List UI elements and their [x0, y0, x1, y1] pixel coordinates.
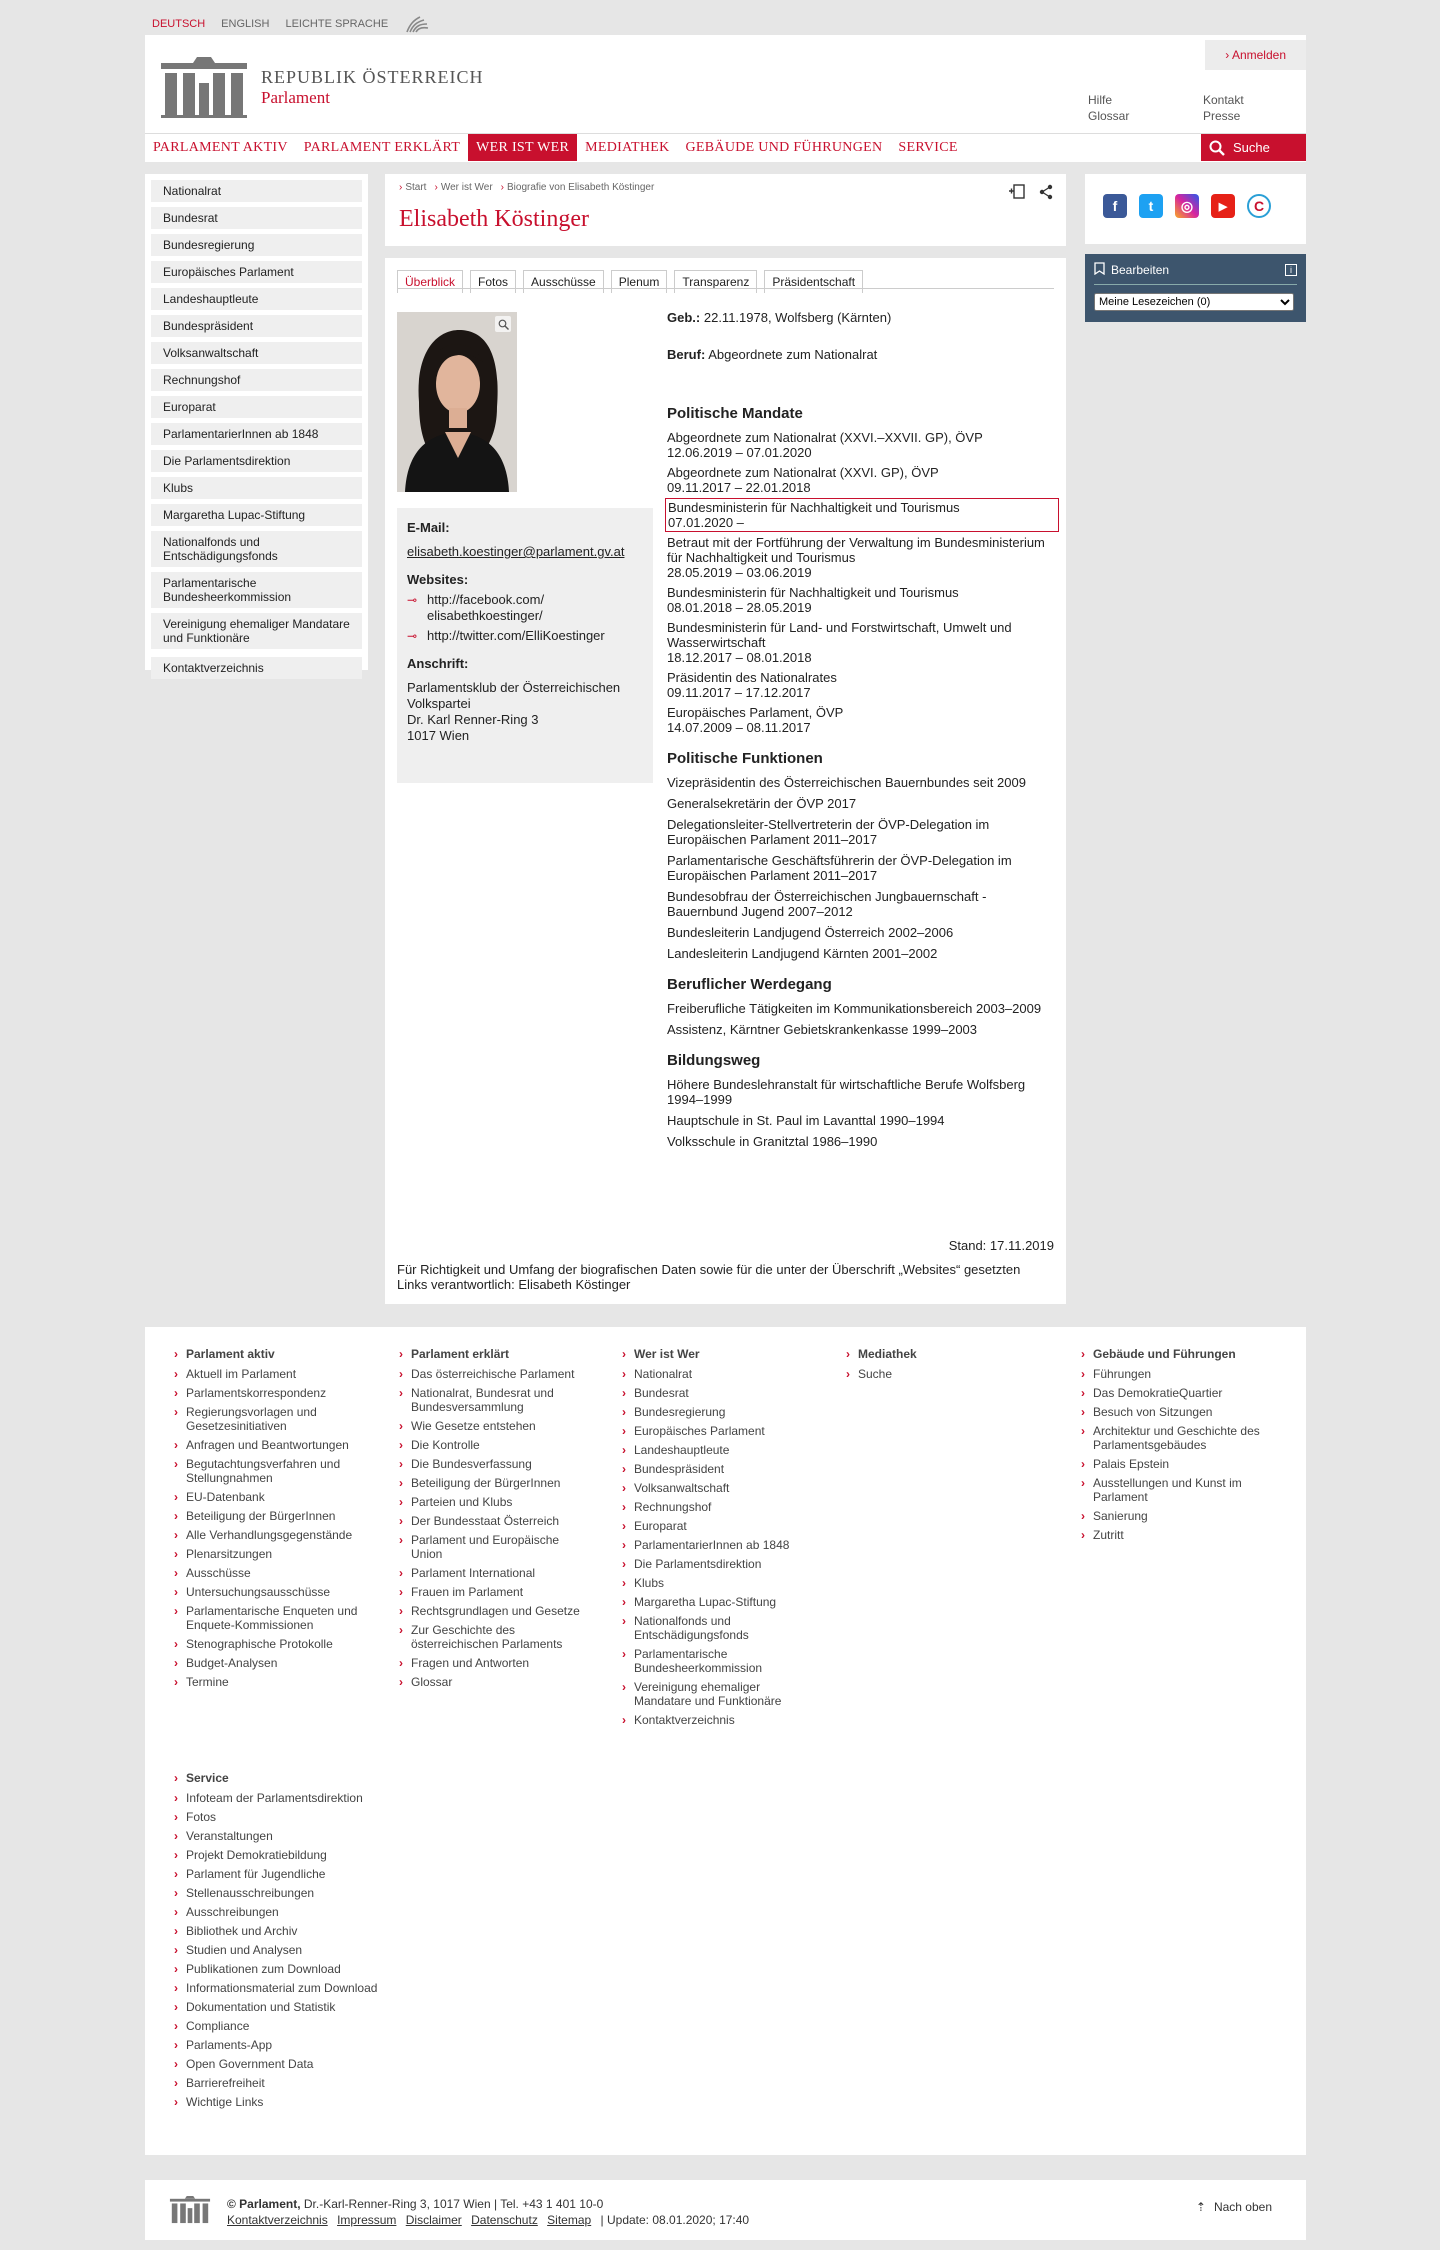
sidebar-item-vereinigung[interactable]: Vereinigung ehemaliger Mandatare und Funktionäre	[151, 613, 362, 649]
footer-col-gebaeude	[1093, 1347, 1273, 1547]
footer-link[interactable]: › Untersuchungsausschüsse	[186, 1585, 376, 1599]
footer-link[interactable]: › Ausschreibungen	[186, 1905, 416, 1919]
footer-link[interactable]: › Parlaments-App	[186, 2038, 416, 2052]
mandate-period: 18.12.2017 – 08.01.2018	[667, 650, 812, 665]
birth-label: Geb.:	[667, 310, 701, 325]
sidebar-item-europarat[interactable]: Europarat	[151, 396, 362, 418]
address	[407, 680, 643, 744]
birth-info	[667, 310, 1057, 325]
footer-link[interactable]: › Zutritt	[1093, 1528, 1273, 1542]
footer-link[interactable]: › Begutachtungsverfahren und Stellungnahmen	[186, 1457, 376, 1485]
mandate-title: Bundesministerin für Nachhaltigkeit und Tourismus	[667, 585, 959, 600]
occupation-info	[667, 347, 1057, 362]
external-link-icon: ⊸	[407, 629, 418, 643]
footer-link[interactable]: › Compliance	[186, 2019, 416, 2033]
sidebar-item-bundesregierung[interactable]: Bundesregierung	[151, 234, 362, 256]
website-item	[407, 628, 643, 644]
footer-link[interactable]: › Landeshauptleute	[634, 1443, 814, 1457]
copyright: © Parlament,	[227, 2197, 301, 2211]
social-links	[1085, 174, 1306, 244]
footer-link[interactable]: › Glossar	[411, 1675, 591, 1689]
tab-plenum[interactable]: Plenum	[611, 270, 668, 293]
mandate-period: 09.11.2017 – 22.01.2018	[667, 480, 811, 495]
mandate-entry-current	[667, 500, 1057, 530]
portrait-image	[397, 312, 517, 492]
breadcrumb-start[interactable]	[399, 182, 426, 193]
tab-divider	[397, 288, 1054, 289]
section-mandates: Politische Mandate	[667, 405, 803, 422]
address-line: Dr. Karl Renner-Ring 3	[407, 712, 539, 727]
footer-heading[interactable]: › Wer ist Wer	[634, 1347, 814, 1361]
footer-heading[interactable]: › Mediathek	[858, 1347, 1038, 1361]
footer-link[interactable]: › Suche	[858, 1367, 1038, 1381]
website-item	[407, 592, 643, 624]
education-entry: Höhere Bundeslehranstalt für wirtschaftliche Berufe Wolfsberg 1994–1999	[667, 1077, 1026, 1107]
footer-link[interactable]: › EU-Datenbank	[186, 1490, 376, 1504]
function-entry: Delegationsleiter-Stellvertreterin der ÖVP-Delegation im Europäischen Parlament 2011–2017	[667, 817, 990, 847]
arrow-up-icon: ⇡	[1195, 2200, 1206, 2214]
footer-link[interactable]: › Bundespräsident	[634, 1462, 814, 1476]
footer-link[interactable]: › Führungen	[1093, 1367, 1273, 1381]
footer-link[interactable]: › Europarat	[634, 1519, 814, 1533]
mandate-title: Abgeordnete zum Nationalrat (XXVI. GP), ÖVP	[667, 465, 939, 480]
external-link-icon: ⊸	[407, 593, 418, 607]
language-bar	[152, 14, 430, 34]
sidebar-item-volksanwaltschaft[interactable]: Volksanwaltschaft	[151, 342, 362, 364]
disclaimer: Für Richtigkeit und Umfang der biografischen Daten sowie für die unter der Überschrift „Websites“ gesetzten Links verantwortlich: Elisabeth Köstinger	[397, 1262, 1021, 1292]
footer-col-aktiv	[186, 1347, 376, 1694]
footer-link[interactable]: › Vereinigung ehemaliger Mandatare und Funktionäre	[634, 1680, 814, 1708]
bottom-footer	[145, 2180, 1306, 2240]
breadcrumb	[399, 182, 654, 193]
footer-link[interactable]: › Informationsmaterial zum Download	[186, 1981, 416, 1995]
address-line: Parlamentsklub der Österreichischen Volkspartei	[407, 680, 621, 711]
footer-link-datenschutz[interactable]: Datenschutz	[471, 2213, 538, 2227]
search-icon	[1209, 140, 1225, 156]
footer-link[interactable]: › Ausschüsse	[186, 1566, 376, 1580]
footer-link[interactable]: › Parteien und Klubs	[411, 1495, 591, 1509]
sidebar-item-nationalrat[interactable]: Nationalrat	[151, 180, 362, 202]
footer-link[interactable]: › Projekt Demokratiebildung	[186, 1848, 416, 1862]
login-button[interactable]	[1205, 40, 1306, 70]
footer-link[interactable]: › Stenographische Protokolle	[186, 1637, 376, 1651]
parliament-logo[interactable]	[159, 55, 484, 119]
footer-link[interactable]: › Das österreichische Parlament	[411, 1367, 591, 1381]
logo-subtitle: Parlament	[261, 87, 330, 107]
breadcrumb-current: › Biografie von Elisabeth Köstinger	[501, 182, 655, 193]
footer-address: Dr.-Karl-Renner-Ring 3, 1017 Wien | Tel. +43 1 401 10-0	[303, 2197, 604, 2211]
footer-link[interactable]: › Termine	[186, 1675, 376, 1689]
mandate-entry	[667, 585, 1057, 615]
mandate-period: 12.06.2019 – 07.01.2020	[667, 445, 812, 460]
main-navigation	[145, 133, 1306, 161]
footer-link[interactable]: › Studien und Analysen	[186, 1943, 416, 1957]
nav-parlament-erklaert[interactable]: PARLAMENT ERKLÄRT	[303, 140, 461, 155]
footer-link[interactable]: › ParlamentarierInnen ab 1848	[634, 1538, 814, 1552]
sidebar-item-rechnungshof[interactable]: Rechnungshof	[151, 369, 362, 391]
sidebar-item-nationalfonds[interactable]: Nationalfonds und Entschädigungsfonds	[151, 531, 362, 567]
back-to-top-button[interactable]	[1196, 2200, 1272, 2214]
utility-links	[1088, 93, 1283, 123]
career-entry: Freiberufliche Tätigkeiten im Kommunikationsbereich 2003–2009	[667, 1001, 1042, 1016]
footer-link[interactable]: › Europäisches Parlament	[634, 1424, 814, 1438]
breadcrumb-label: › Start	[399, 182, 426, 193]
footer-link[interactable]: › Kontaktverzeichnis	[634, 1713, 814, 1727]
footer-link[interactable]: › Parlamentarische Bundesheerkommission	[634, 1647, 814, 1675]
footer-update: | Update: 08.01.2020; 17:40	[600, 2213, 750, 2227]
sidebar-item-lupac[interactable]: Margaretha Lupac-Stiftung	[151, 504, 362, 526]
sign-language-icon[interactable]	[404, 14, 430, 34]
career-entry: Assistenz, Kärntner Gebietskrankenkasse 1999–2003	[667, 1022, 978, 1037]
glossary-link[interactable]: Glossar	[1088, 109, 1130, 123]
lang-english[interactable]: ENGLISH	[221, 18, 270, 30]
nav-wer-ist-wer[interactable]: WER IST WER	[468, 134, 577, 161]
footer-link[interactable]: › Bibliothek und Archiv	[186, 1924, 416, 1938]
footer-link[interactable]: › Plenarsitzungen	[186, 1547, 376, 1561]
footer-heading[interactable]: › Parlament erklärt	[411, 1347, 591, 1361]
tab-fotos[interactable]: Fotos	[470, 270, 516, 293]
function-entry: Generalsekretärin der ÖVP 2017	[667, 796, 857, 811]
footer-link[interactable]: › Palais Epstein	[1093, 1457, 1273, 1471]
footer-link[interactable]: › Regierungsvorlagen und Gesetzesinitiativen	[186, 1405, 376, 1433]
footer-link[interactable]: › Margaretha Lupac-Stiftung	[634, 1595, 814, 1609]
mandate-entry	[667, 705, 1057, 735]
footer-link[interactable]: › Stellenausschreibungen	[186, 1886, 416, 1900]
mandate-entry	[667, 620, 1057, 665]
footer-link[interactable]: › Rechnungshof	[634, 1500, 814, 1514]
footer-info	[227, 2196, 749, 2228]
page-title: Elisabeth Köstinger	[399, 206, 589, 232]
parliament-building-icon	[169, 2194, 211, 2226]
website-link-twitter[interactable]: http://twitter.com/ElliKoestinger	[427, 628, 605, 643]
twitter-icon[interactable]: t	[1139, 194, 1163, 218]
contact-box	[397, 508, 653, 783]
education-entry: Hauptschule in St. Paul im Lavanttal 1990–1994	[667, 1113, 945, 1128]
footer-heading[interactable]: › Parlament aktiv	[186, 1347, 376, 1361]
footer-link[interactable]: › Beteiligung der BürgerInnen	[186, 1509, 376, 1523]
footer-col-wer-ist-wer	[634, 1347, 814, 1732]
footer-link[interactable]: › Nationalrat, Bundesrat und Bundesversammlung	[411, 1386, 591, 1414]
logo-title: REPUBLIK ÖSTERREICH	[261, 66, 484, 87]
nav-gebaeude[interactable]: GEBÄUDE UND FÜHRUNGEN	[685, 140, 883, 155]
footer-heading[interactable]: › Service	[186, 1771, 416, 1785]
mandate-entry	[667, 430, 1057, 460]
site-header	[145, 35, 1306, 162]
mandate-entry	[667, 535, 1057, 580]
footer-link[interactable]: › Nationalfonds und Entschädigungsfonds	[634, 1614, 814, 1642]
footer-link[interactable]: › Beteiligung der BürgerInnen	[411, 1476, 591, 1490]
breadcrumb-wer-ist-wer[interactable]	[434, 182, 492, 193]
sidebar-nav	[145, 174, 368, 675]
occupation-value: Abgeordnete zum Nationalrat	[708, 347, 878, 362]
sidebar-item-parlamentarier[interactable]: ParlamentarierInnen ab 1848	[151, 423, 362, 445]
nav-mediathek[interactable]: MEDIATHEK	[585, 140, 670, 155]
footer-link[interactable]: › Infoteam der Parlamentsdirektion	[186, 1791, 416, 1805]
footer-col-mediathek	[858, 1347, 1038, 1386]
footer-link[interactable]: › Zur Geschichte des österreichischen Parlaments	[411, 1623, 591, 1651]
help-link[interactable]: Hilfe	[1088, 93, 1113, 107]
tab-praesidentschaft[interactable]: Präsidentschaft	[764, 270, 863, 293]
footer-link[interactable]: › Dokumentation und Statistik	[186, 2000, 416, 2014]
section-career: Beruflicher Werdegang	[667, 976, 832, 993]
footer-link[interactable]: › Nationalrat	[634, 1367, 814, 1381]
footer-link[interactable]: › Besuch von Sitzungen	[1093, 1405, 1273, 1419]
bookmarks-panel	[1085, 254, 1306, 322]
footer-link[interactable]: › Parlamentarische Enqueten und Enquete-Kommissionen	[186, 1604, 376, 1632]
footer-link[interactable]: › Parlament und Europäische Union	[411, 1533, 591, 1561]
sidebar-item-bundesheerkommission[interactable]: Parlamentarische Bundesheerkommission	[151, 572, 362, 608]
footer-link[interactable]: › Parlament für Jugendliche	[186, 1867, 416, 1881]
facebook-icon[interactable]: f	[1103, 194, 1127, 218]
footer-link[interactable]: › Klubs	[634, 1576, 814, 1590]
mandate-period: 07.01.2020 –	[668, 515, 744, 530]
mandate-period: 28.05.2019 – 03.06.2019	[667, 565, 812, 580]
parliament-building-icon	[159, 55, 249, 119]
footer-link[interactable]: › Frauen im Parlament	[411, 1585, 591, 1599]
education-entry: Volksschule in Granitztal 1986–1990	[667, 1134, 878, 1149]
footer-link[interactable]: › Architektur und Geschichte des Parlamentsgebäudes	[1093, 1424, 1273, 1452]
app-icon[interactable]: C	[1247, 194, 1271, 218]
function-entry: Vizepräsidentin des Österreichischen Bauernbundes seit 2009	[667, 775, 1026, 790]
footer-link[interactable]: › Aktuell im Parlament	[186, 1367, 376, 1381]
function-entry: Landesleiterin Landjugend Kärnten 2001–2002	[667, 946, 938, 961]
mandate-title: Bundesministerin für Land- und Forstwirtschaft, Umwelt und Wasserwirtschaft	[667, 620, 1012, 650]
bookmark-icon	[1094, 262, 1105, 278]
bookmarks-edit-link[interactable]: Bearbeiten	[1111, 263, 1170, 277]
tab-bar	[397, 270, 863, 293]
sidebar-item-landeshauptleute[interactable]: Landeshauptleute	[151, 288, 362, 310]
website-link-facebook[interactable]: http://facebook.com/ elisabethkoestinger/	[427, 592, 545, 623]
address-line: 1017 Wien	[407, 728, 470, 743]
birth-value: 22.11.1978, Wolfsberg (Kärnten)	[703, 310, 892, 325]
footer-link[interactable]: › Sanierung	[1093, 1509, 1273, 1523]
back-to-top-label: Nach oben	[1213, 2200, 1272, 2214]
mandate-title: Europäisches Parlament, ÖVP	[667, 705, 844, 720]
biography-details	[667, 310, 1057, 1155]
last-updated: Stand: 17.11.2019	[948, 1238, 1054, 1253]
portrait-photo[interactable]	[397, 312, 517, 492]
search-button[interactable]	[1201, 134, 1306, 161]
youtube-icon[interactable]: ▶	[1211, 194, 1235, 218]
footer-link[interactable]: › Budget-Analysen	[186, 1656, 376, 1670]
footer-link-impressum[interactable]: Impressum	[337, 2213, 397, 2227]
mandate-period: 09.11.2017 – 17.12.2017	[667, 685, 811, 700]
footer-link[interactable]: › Der Bundesstaat Österreich	[411, 1514, 591, 1528]
mandate-title: Bundesministerin für Nachhaltigkeit und Tourismus	[668, 500, 960, 515]
mandate-period: 08.01.2018 – 28.05.2019	[667, 600, 812, 615]
footer-link[interactable]: › Die Kontrolle	[411, 1438, 591, 1452]
footer-sitemap	[145, 1327, 1306, 2155]
footer-link-disclaimer[interactable]: Disclaimer	[405, 2213, 462, 2227]
function-entry: Bundesleiterin Landjugend Österreich 2002–2006	[667, 925, 954, 940]
mandate-entry	[667, 670, 1057, 700]
share-icon[interactable]	[1038, 184, 1054, 203]
email-label: E-Mail:	[407, 520, 450, 535]
footer-link[interactable]: › Publikationen zum Download	[186, 1962, 416, 1976]
websites-label: Websites:	[407, 572, 469, 587]
footer-link[interactable]: › Fragen und Antworten	[411, 1656, 591, 1670]
footer-link[interactable]: › Wichtige Links	[186, 2095, 416, 2109]
footer-heading[interactable]: › Gebäude und Führungen	[1093, 1347, 1273, 1361]
sidebar-item-klubs[interactable]: Klubs	[151, 477, 362, 499]
tab-transparenz[interactable]: Transparenz	[674, 270, 757, 293]
contact-link[interactable]: Kontakt	[1203, 93, 1244, 107]
sidebar-item-bundesrat[interactable]: Bundesrat	[151, 207, 362, 229]
address-label: Anschrift:	[407, 656, 469, 671]
footer-link[interactable]: › Ausstellungen und Kunst im Parlament	[1093, 1476, 1273, 1504]
occupation-label: Beruf:	[667, 347, 706, 362]
footer-link-sitemap[interactable]: Sitemap	[547, 2213, 592, 2227]
bookmark-add-icon[interactable]	[1008, 184, 1026, 203]
footer-link[interactable]: › Parlament International	[411, 1566, 591, 1580]
search-label: Suche	[1233, 140, 1270, 155]
footer-link[interactable]: › Die Parlamentsdirektion	[634, 1557, 814, 1571]
lang-deutsch[interactable]: DEUTSCH	[152, 18, 206, 30]
footer-link[interactable]: › Rechtsgrundlagen und Gesetze	[411, 1604, 591, 1618]
footer-col-erklaert	[411, 1347, 591, 1694]
press-link[interactable]: Presse	[1203, 109, 1241, 123]
footer-link[interactable]: › Alle Verhandlungsgegenstände	[186, 1528, 376, 1542]
mandate-period: 14.07.2009 – 08.11.2017	[667, 720, 811, 735]
footer-link[interactable]: › Parlamentskorrespondenz	[186, 1386, 376, 1400]
footer-link[interactable]: › Barrierefreiheit	[186, 2076, 416, 2090]
nav-parlament-aktiv[interactable]: PARLAMENT AKTIV	[153, 140, 288, 155]
bookmarks-header	[1094, 262, 1297, 285]
mandate-title: Abgeordnete zum Nationalrat (XXVI.–XXVII. GP), ÖVP	[667, 430, 983, 445]
mandate-entry	[667, 465, 1057, 495]
chevron-right-icon: ›	[1225, 48, 1230, 62]
footer-col-service	[186, 1771, 416, 2114]
mandate-title: Betraut mit der Fortführung der Verwaltung im Bundesministerium für Nachhaltigkeit und Tourismus	[667, 535, 1045, 565]
footer-link[interactable]: › Wie Gesetze entstehen	[411, 1419, 591, 1433]
footer-link[interactable]: › Open Government Data	[186, 2057, 416, 2071]
footer-link-kontaktverzeichnis[interactable]: Kontaktverzeichnis	[227, 2213, 328, 2227]
lang-easy[interactable]: LEICHTE SPRACHE	[285, 18, 389, 30]
function-entry: Bundesobfrau der Österreichischen Jungbauernschaft - Bauernbund Jugend 2007–2012	[667, 889, 987, 919]
sidebar-item-parlamentsdirektion[interactable]: Die Parlamentsdirektion	[151, 450, 362, 472]
sidebar-item-bundespraesident[interactable]: Bundespräsident	[151, 315, 362, 337]
section-functions: Politische Funktionen	[667, 750, 823, 767]
footer-link[interactable]: › Anfragen und Beantwortungen	[186, 1438, 376, 1452]
email-link[interactable]: elisabeth.koestinger@parlament.gv.at	[407, 544, 625, 559]
breadcrumb-label: › Wer ist Wer	[434, 182, 492, 193]
biography-content	[385, 258, 1066, 1304]
section-education: Bildungsweg	[667, 1052, 761, 1069]
mandate-title: Präsidentin des Nationalrates	[667, 670, 837, 685]
sidebar-item-eu-parlament[interactable]: Europäisches Parlament	[151, 261, 362, 283]
tab-ausschuesse[interactable]: Ausschüsse	[523, 270, 604, 293]
title-panel	[385, 174, 1066, 246]
sidebar-item-kontaktverzeichnis[interactable]: Kontaktverzeichnis	[151, 657, 362, 679]
info-icon[interactable]: i	[1285, 264, 1297, 276]
footer-link[interactable]: › Fotos	[186, 1810, 416, 1824]
zoom-icon[interactable]	[495, 316, 511, 332]
title-tools	[1008, 184, 1054, 203]
footer-link[interactable]: › Das DemokratieQuartier	[1093, 1386, 1273, 1400]
bookmarks-select[interactable]	[1094, 293, 1294, 311]
footer-link[interactable]: › Bundesregierung	[634, 1405, 814, 1419]
footer-link[interactable]: › Bundesrat	[634, 1386, 814, 1400]
function-entry: Parlamentarische Geschäftsführerin der ÖVP-Delegation im Europäischen Parlament 2011–2017	[667, 853, 1012, 883]
login-label: Anmelden	[1231, 48, 1286, 62]
instagram-icon[interactable]: ◎	[1175, 194, 1199, 218]
tab-ueberblick[interactable]: Überblick	[397, 270, 463, 293]
footer-link[interactable]: › Veranstaltungen	[186, 1829, 416, 1843]
footer-link[interactable]: › Volksanwaltschaft	[634, 1481, 814, 1495]
nav-service[interactable]: SERVICE	[898, 140, 958, 155]
footer-link[interactable]: › Die Bundesverfassung	[411, 1457, 591, 1471]
